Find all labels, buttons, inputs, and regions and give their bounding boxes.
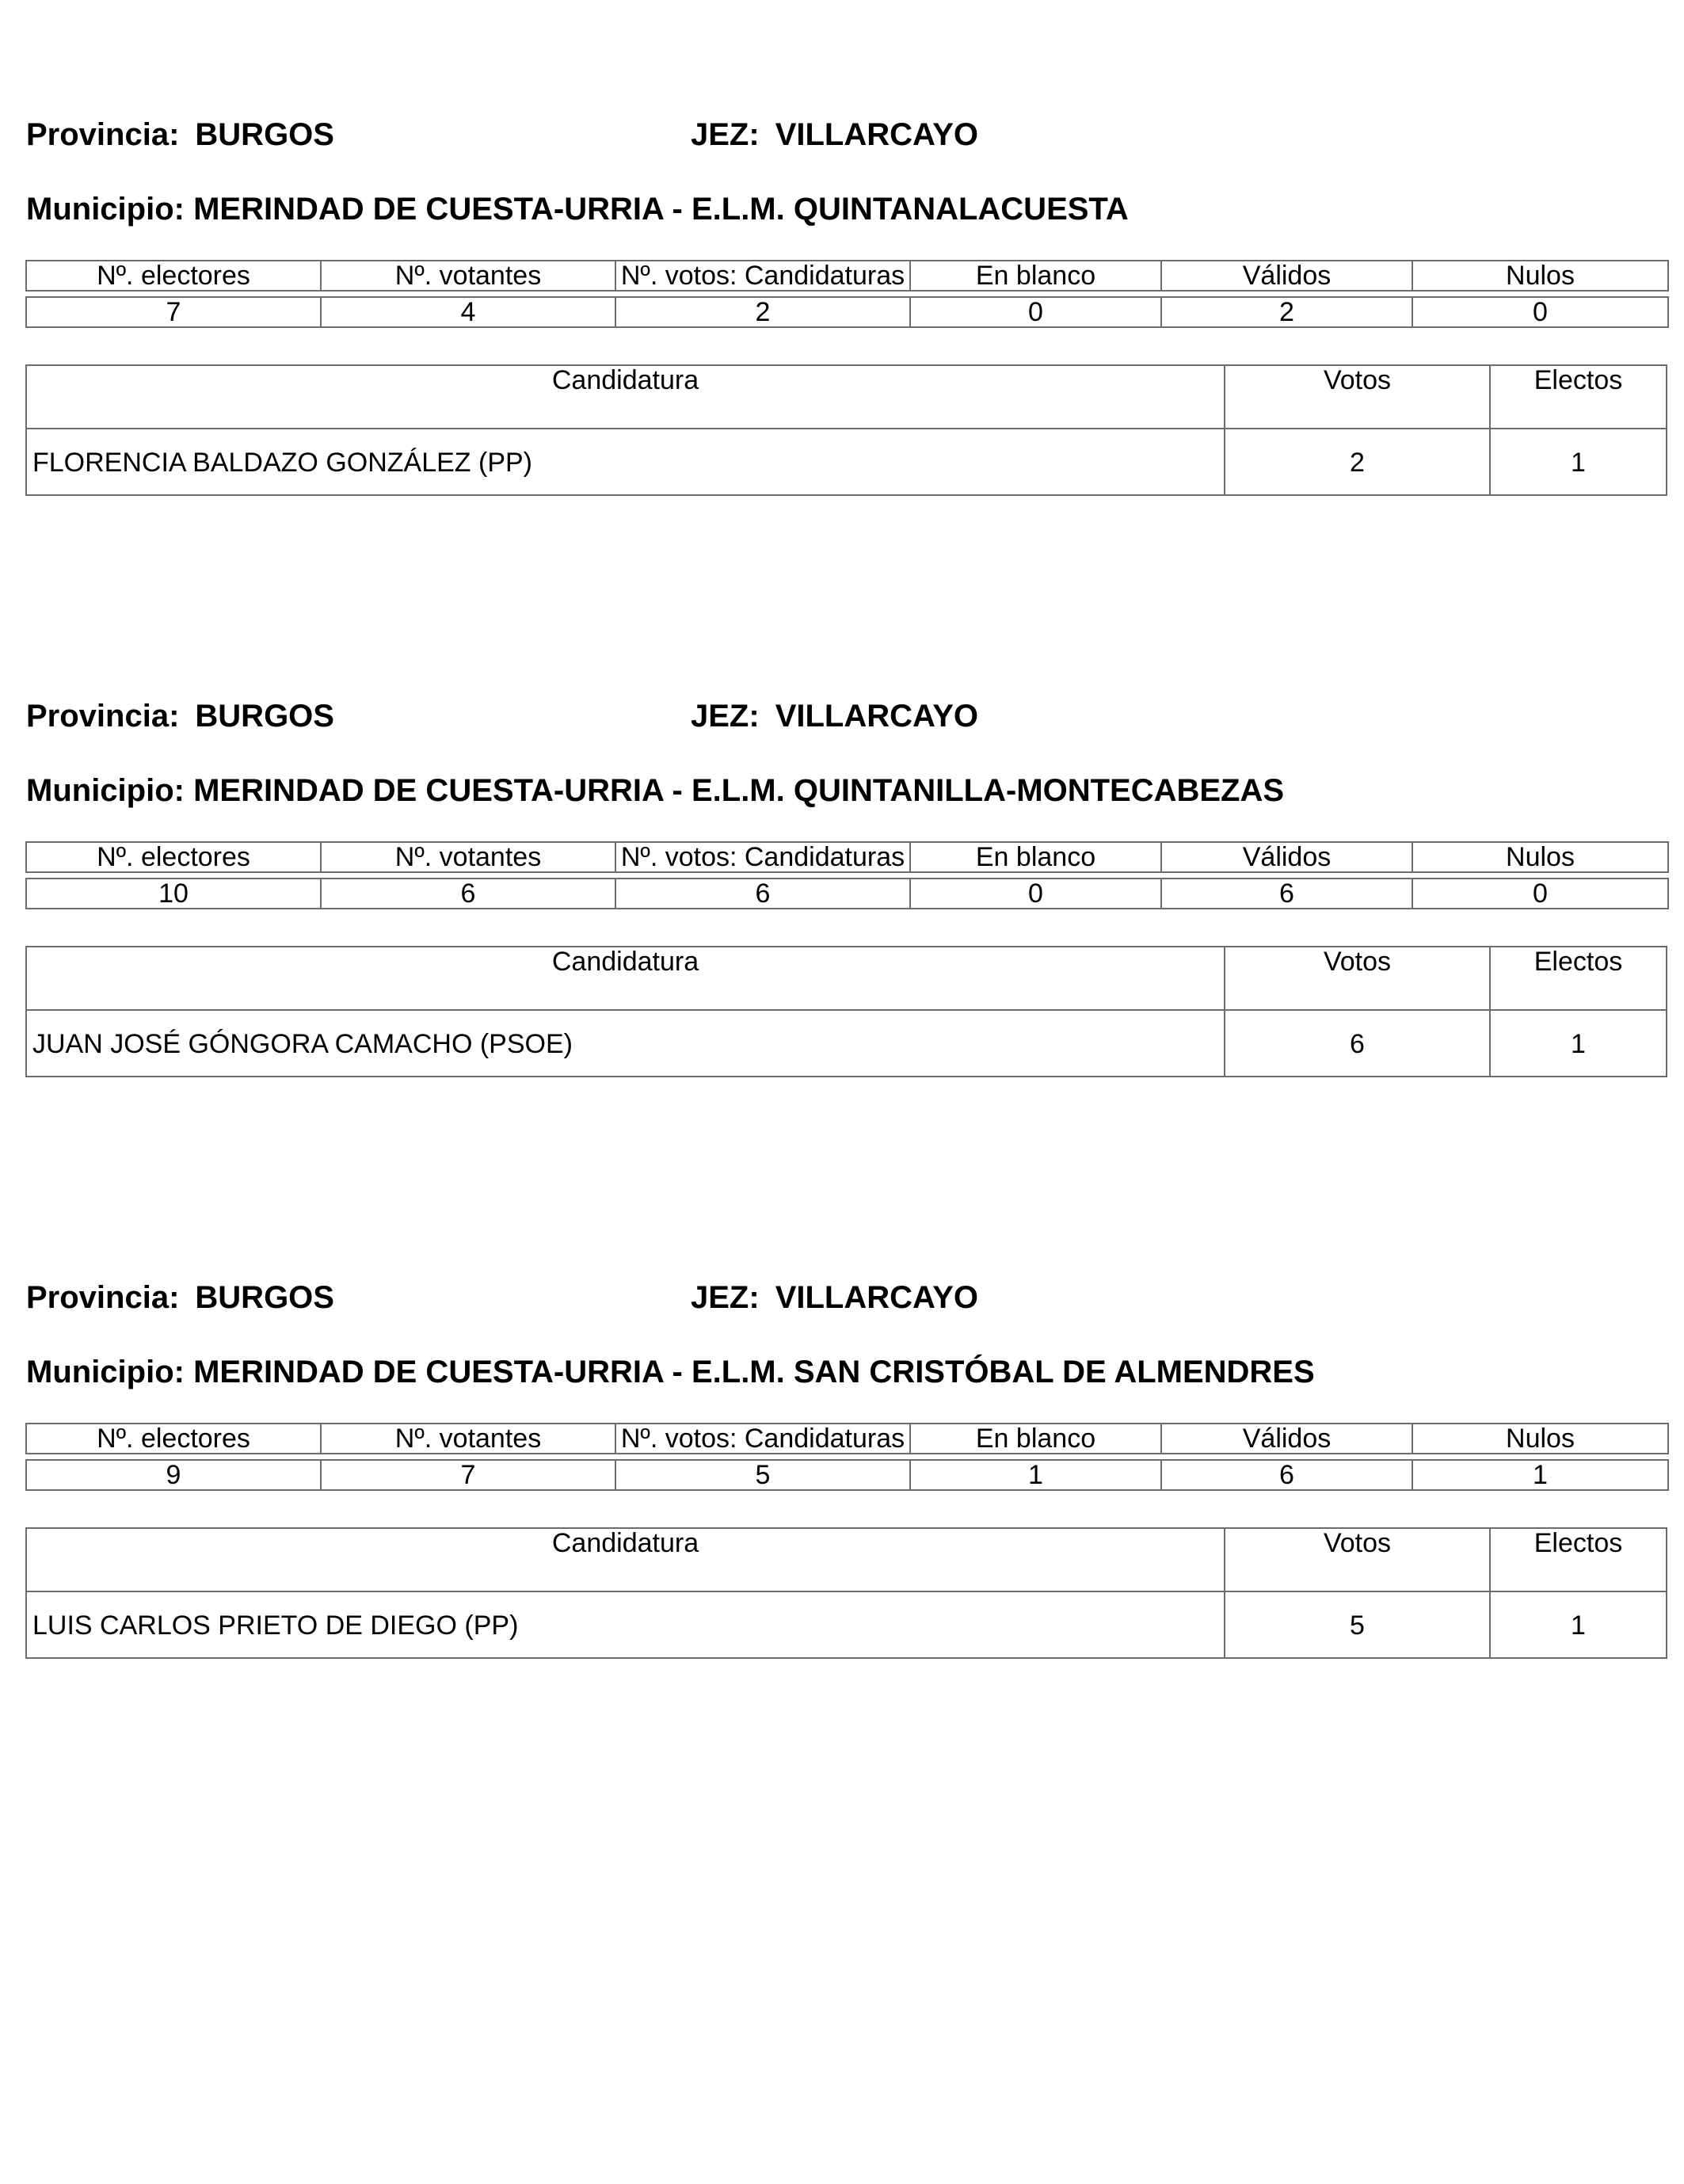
votos-header: Votos [1323, 365, 1392, 395]
municipio-heading [26, 1353, 1315, 1391]
stat-value-nulos: 1 [1412, 1460, 1668, 1490]
candidatura-header: Candidatura [551, 947, 699, 977]
candidate-electos: 1 [1571, 1029, 1586, 1059]
provincia-value: BURGOS [195, 699, 334, 734]
municipio-heading [26, 772, 1284, 810]
stat-value-en-blanco: 0 [910, 879, 1161, 909]
stat-value-votos-candidaturas: 2 [615, 297, 910, 327]
stats-table [25, 260, 1669, 328]
stat-header-electores: Nº. electores [26, 842, 321, 872]
provincia-heading [26, 697, 334, 735]
stat-header-nulos: Nulos [1412, 1424, 1668, 1454]
stat-value-electores: 9 [26, 1460, 321, 1490]
stat-value-nulos: 0 [1412, 297, 1668, 327]
electos-header: Electos [1534, 1528, 1623, 1558]
candidate-name: JUAN JOSÉ GÓNGORA CAMACHO (PSOE) [32, 1029, 573, 1059]
stats-table [25, 841, 1669, 909]
stat-header-validos: Válidos [1161, 261, 1412, 291]
provincia-heading [26, 116, 334, 154]
candidates-table [25, 364, 1667, 496]
stat-value-votos-candidaturas: 6 [615, 879, 910, 909]
stat-value-en-blanco: 1 [910, 1460, 1161, 1490]
stat-header-en-blanco: En blanco [910, 842, 1161, 872]
candidates-table [25, 1527, 1667, 1659]
result-block [0, 581, 1684, 1057]
stat-header-votos-candidaturas: Nº. votos: Candidaturas [615, 1424, 910, 1454]
provincia-label: Provincia: [26, 117, 180, 152]
stats-header-row [26, 842, 1668, 872]
provincia-heading [26, 1279, 334, 1317]
stat-header-en-blanco: En blanco [910, 1424, 1161, 1454]
stat-value-validos: 6 [1161, 879, 1412, 909]
candidatura-header: Candidatura [551, 1528, 699, 1558]
municipio-value: MERINDAD DE CUESTA-URRIA - E.L.M. QUINTANILLA-MONTECABEZAS [193, 773, 1285, 808]
stat-value-electores: 10 [26, 879, 321, 909]
stat-value-validos: 2 [1161, 297, 1412, 327]
municipio-value: MERINDAD DE CUESTA-URRIA - E.L.M. QUINTANALACUESTA [193, 192, 1129, 227]
candidates-table [25, 946, 1667, 1077]
jez-heading [691, 697, 978, 735]
jez-label: JEZ: [691, 699, 760, 734]
stat-header-votantes: Nº. votantes [321, 1424, 615, 1454]
jez-label: JEZ: [691, 1280, 760, 1315]
jez-label: JEZ: [691, 117, 760, 152]
result-block [0, 0, 1684, 478]
jez-value: VILLARCAYO [775, 1280, 979, 1315]
candidate-votos: 2 [1350, 448, 1365, 478]
result-block [0, 1163, 1684, 1641]
jez-value: VILLARCAYO [775, 699, 979, 734]
electos-header: Electos [1534, 365, 1623, 395]
candidate-votos: 6 [1350, 1029, 1365, 1059]
municipio-label: Municipio: [26, 192, 185, 227]
stats-value-row [26, 1460, 1668, 1490]
municipio-heading [26, 190, 1129, 228]
provincia-value: BURGOS [195, 117, 334, 152]
stat-header-votos-candidaturas: Nº. votos: Candidaturas [615, 842, 910, 872]
municipio-value: MERINDAD DE CUESTA-URRIA - E.L.M. SAN CRISTÓBAL DE ALMENDRES [193, 1355, 1315, 1389]
candidatura-header: Candidatura [551, 365, 699, 395]
stat-value-votantes: 6 [321, 879, 615, 909]
provincia-value: BURGOS [195, 1280, 334, 1315]
candidate-electos: 1 [1571, 1610, 1586, 1641]
stat-value-nulos: 0 [1412, 879, 1668, 909]
candidate-votos: 5 [1350, 1610, 1365, 1641]
stat-header-validos: Válidos [1161, 842, 1412, 872]
stat-value-validos: 6 [1161, 1460, 1412, 1490]
stat-value-electores: 7 [26, 297, 321, 327]
stat-header-votantes: Nº. votantes [321, 842, 615, 872]
jez-value: VILLARCAYO [775, 117, 979, 152]
stats-table [25, 1423, 1669, 1491]
jez-heading [691, 116, 978, 154]
stat-value-votantes: 4 [321, 297, 615, 327]
stats-header-row [26, 1424, 1668, 1454]
stat-value-en-blanco: 0 [910, 297, 1161, 327]
stat-header-nulos: Nulos [1412, 842, 1668, 872]
votos-header: Votos [1323, 947, 1392, 977]
stat-header-electores: Nº. electores [26, 1424, 321, 1454]
stat-header-electores: Nº. electores [26, 261, 321, 291]
provincia-label: Provincia: [26, 1280, 180, 1315]
stat-header-nulos: Nulos [1412, 261, 1668, 291]
municipio-label: Municipio: [26, 1355, 185, 1389]
electos-header: Electos [1534, 947, 1623, 977]
stat-value-votos-candidaturas: 5 [615, 1460, 910, 1490]
municipio-label: Municipio: [26, 773, 185, 808]
stats-value-row [26, 297, 1668, 327]
stat-header-validos: Válidos [1161, 1424, 1412, 1454]
candidate-electos: 1 [1571, 448, 1586, 478]
candidate-name: LUIS CARLOS PRIETO DE DIEGO (PP) [32, 1610, 519, 1641]
candidate-name: FLORENCIA BALDAZO GONZÁLEZ (PP) [32, 448, 533, 478]
provincia-label: Provincia: [26, 699, 180, 734]
stats-header-row [26, 261, 1668, 291]
stat-header-en-blanco: En blanco [910, 261, 1161, 291]
stat-value-votantes: 7 [321, 1460, 615, 1490]
jez-heading [691, 1279, 978, 1317]
votos-header: Votos [1323, 1528, 1392, 1558]
stats-value-row [26, 879, 1668, 909]
stat-header-votantes: Nº. votantes [321, 261, 615, 291]
stat-header-votos-candidaturas: Nº. votos: Candidaturas [615, 261, 910, 291]
